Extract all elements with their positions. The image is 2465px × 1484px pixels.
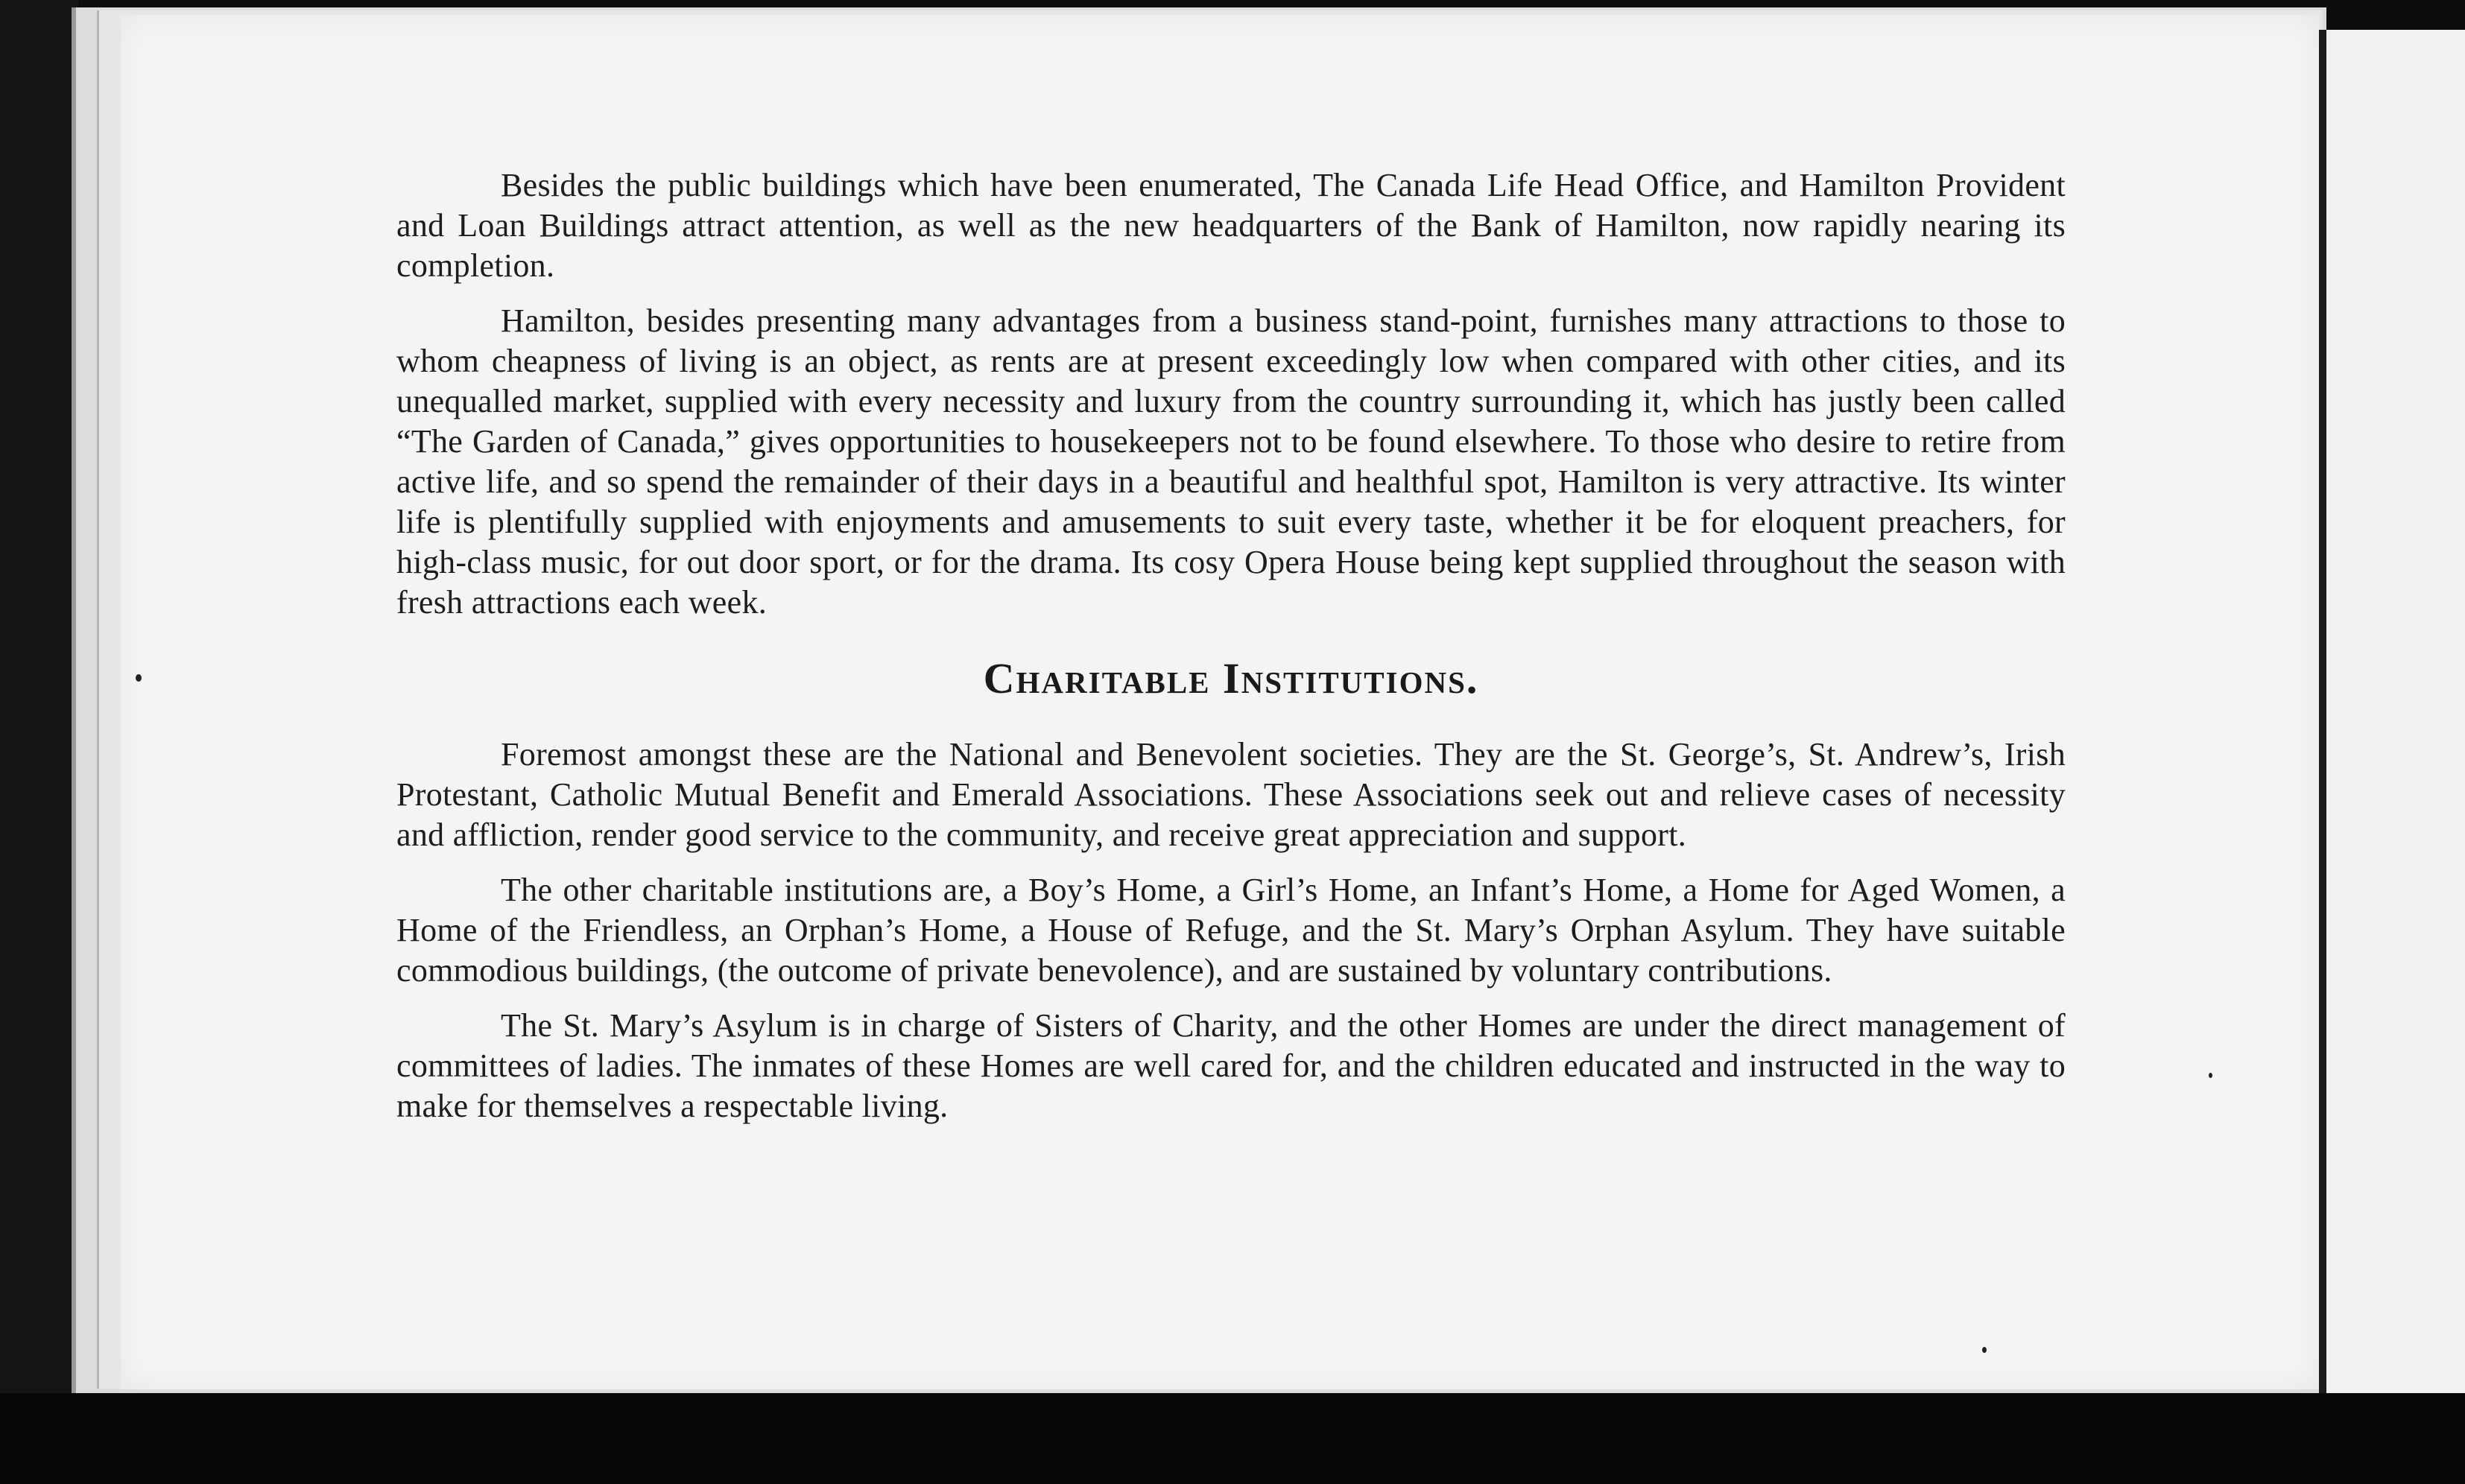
paragraph-st-marys-asylum: The St. Mary’s Asylum is in charge of Sisters of Charity, and the other Homes are under the direct management of committees of ladies. The inmates of these Homes are well cared for, and the children educated and instructed in the way to make for themselves a respectable living. — [396, 1007, 2066, 1124]
page-text — [396, 165, 2066, 1141]
paragraph-other-institutions: The other charitable institutions are, a Boy’s Home, a Girl’s Home, an Infant’s Home, a Home for Aged Women, a Home of the Friendless, an Orphan’s Home, a House of Refuge, and the St. Mary’s Orphan Asylum. They have suitable commodious buildings, (the outcome of private benevolence), and are sustained by voluntary contributions. — [396, 872, 2066, 989]
section-heading: Charitable Institutions. — [983, 654, 1479, 703]
ink-speck — [2209, 1073, 2212, 1078]
paragraph-public-buildings: Besides the public buildings which have been enumerated, The Canada Life Head Office, and Hamilton Provident and Loan Buildings attract attention, as well as the new headquarters of the Bank of Hamilton, now rapidly nearing its completion. — [396, 167, 2066, 284]
paragraph-societies: Foremost amongst these are the National and Benevolent societies. They are the St. George’s, St. Andrew’s, Irish Protestant, Catholic Mutual Benefit and Emerald Associations. These Associations seek out and relieve cases of necessity and affliction, render good service to the community, and receive great appreciation and support. — [396, 736, 2066, 853]
scan-bottom-background — [0, 1393, 2465, 1484]
adjacent-page-edge — [2319, 30, 2465, 1401]
paragraph-hamilton-attractions: Hamilton, besides presenting many advantages from a business stand-point, furnishes many attractions to those to whom cheapness of living is an object, as rents are at present exceedingly low when compared with other cities, and its unequalled market, supplied with every necessity and luxury from the country surrounding it, which has justly been called “The Garden of Canada,” gives opportunities to housekeepers not to be found elsewhere. To those who desire to retire from active life, and so spend the remainder of their days in a beautiful and healthful spot, Hamilton is very attractive. Its winter life is plentifully supplied with enjoyments and amusements to suit every taste, whether it be for eloquent preachers, for high-class music, for out door sport, or for the drama. Its cosy Opera House being kept supplied throughout the season with fresh attractions each week. — [396, 302, 2066, 621]
book-spine — [0, 0, 78, 1484]
ink-speck — [136, 674, 142, 682]
ink-speck — [1982, 1347, 1987, 1353]
